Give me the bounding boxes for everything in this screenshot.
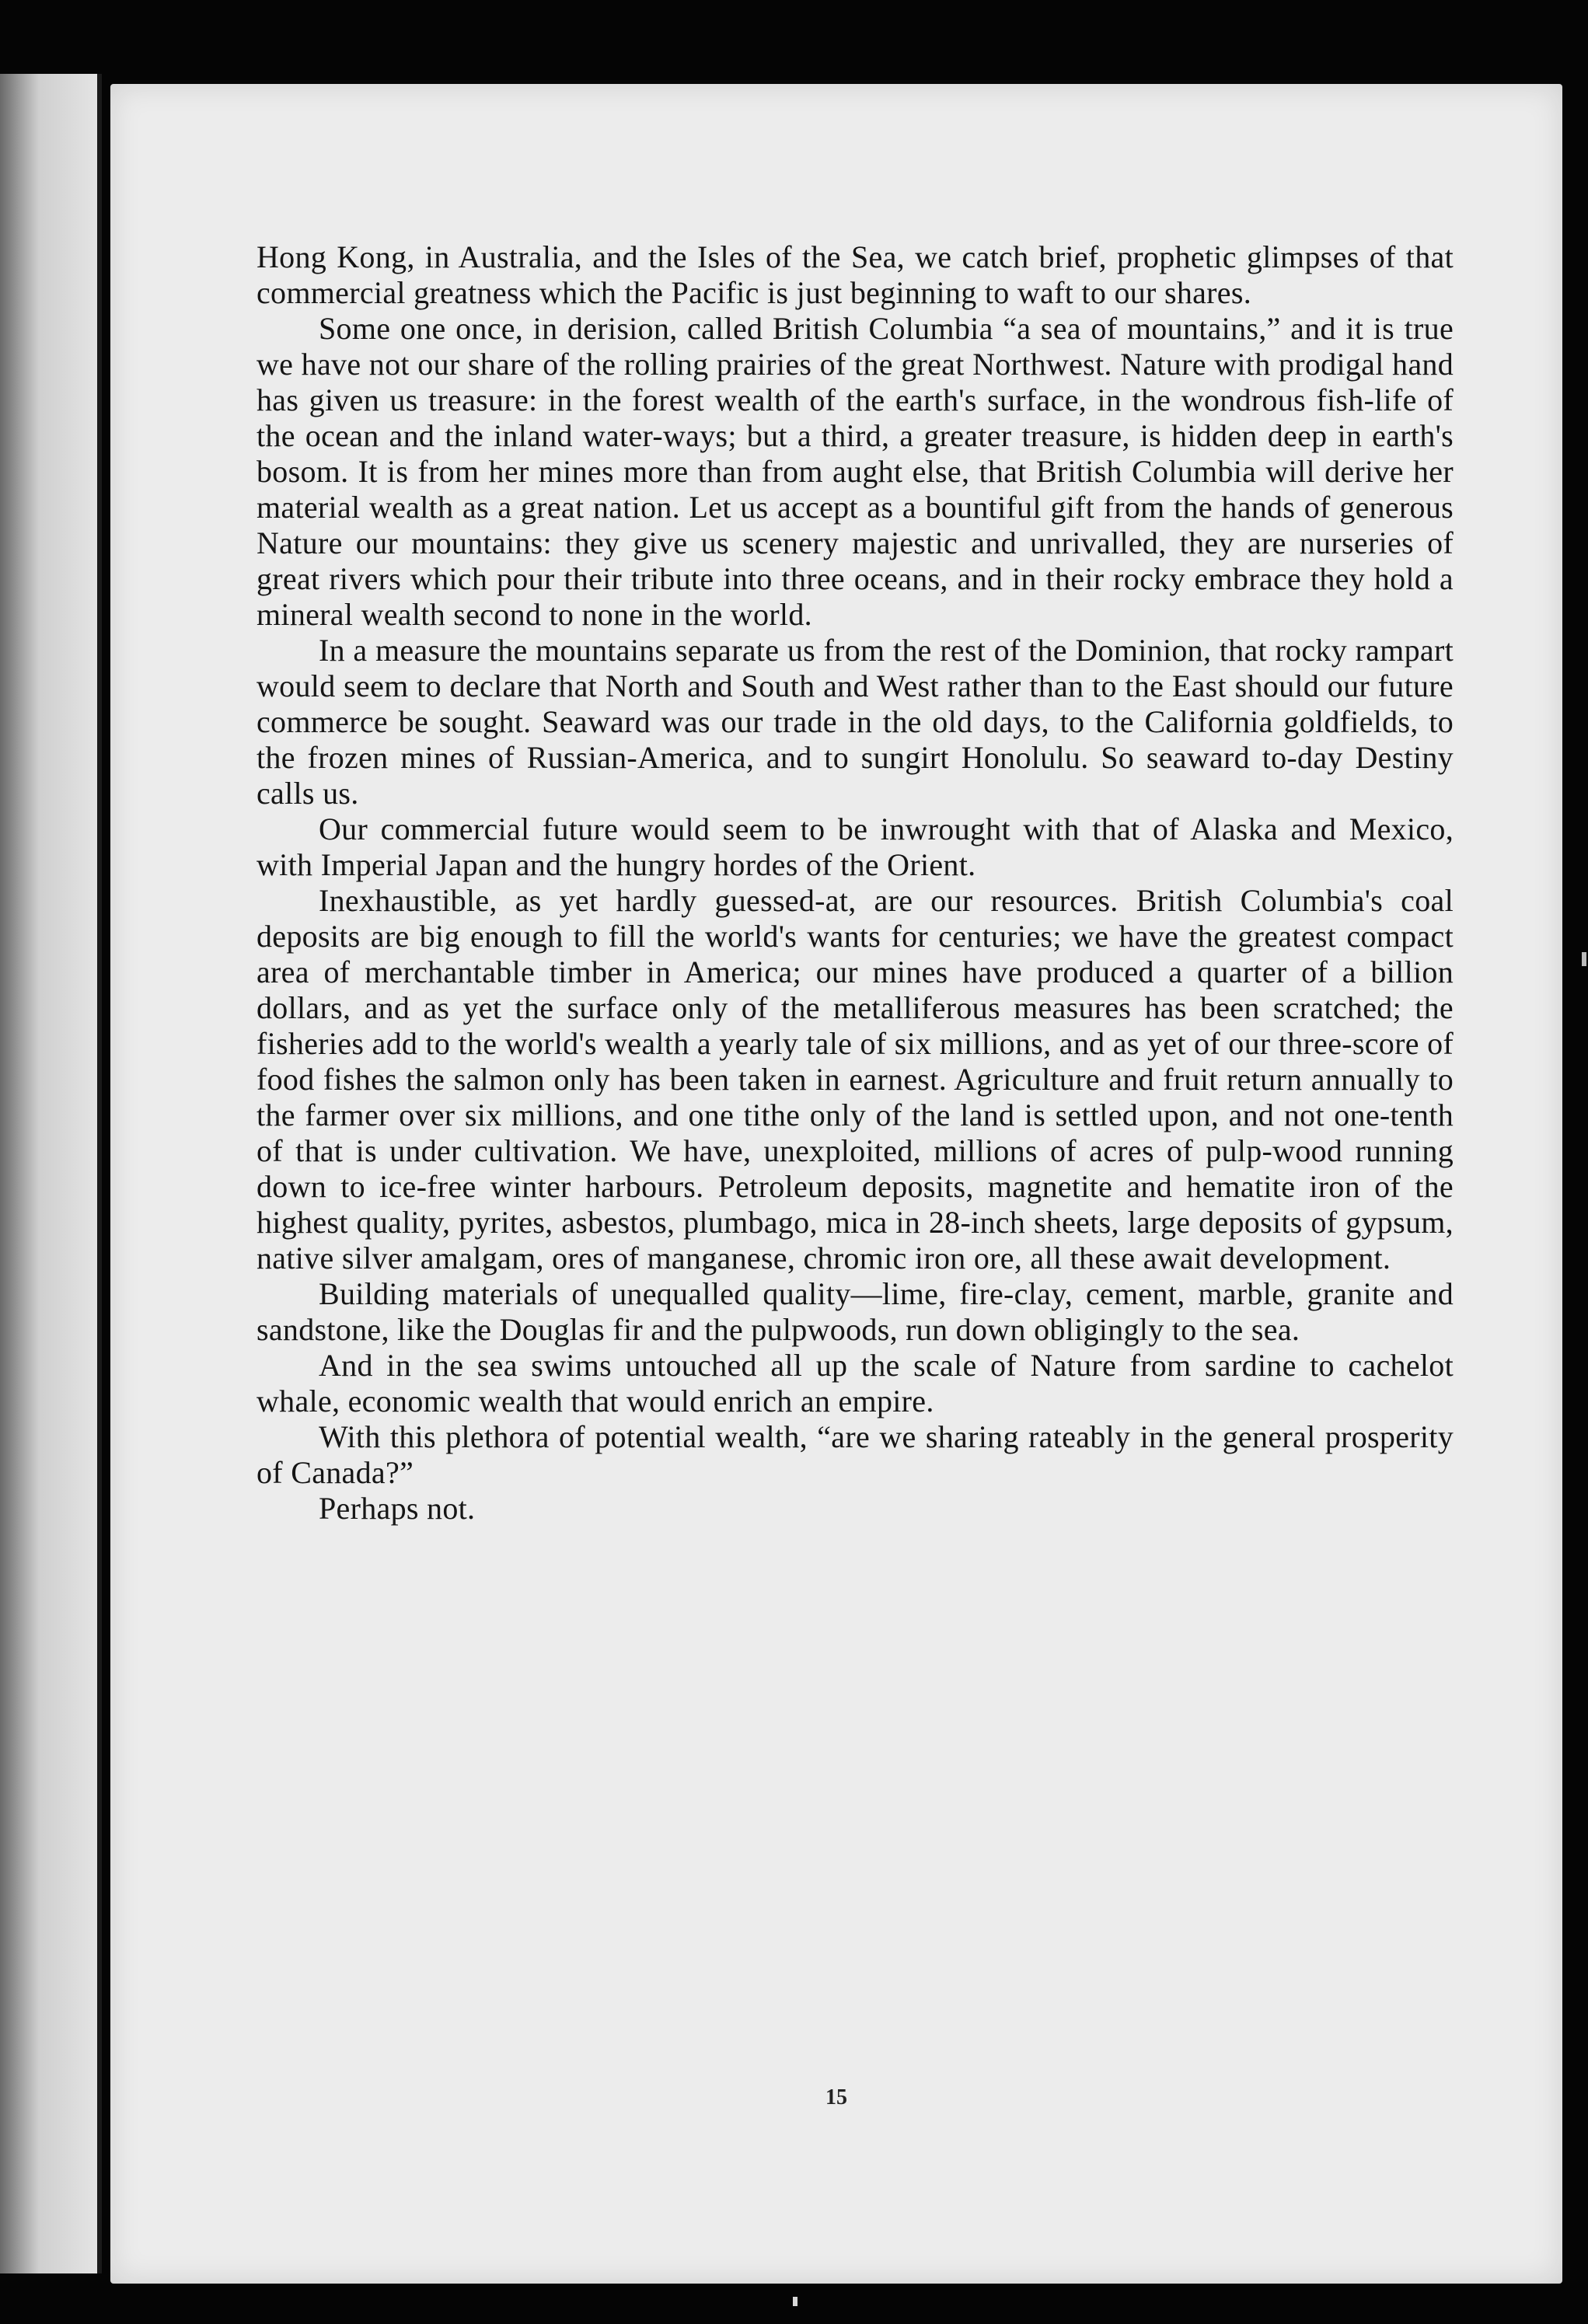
paragraph-3: In a measure the mountains separate us from the rest of the Dominion, that rocky rampart would seem to declare that North and South and West rather than to the East should our future commerce be sought. Seaward was our trade in the old days, to the California goldfields, to the frozen mines of Russian-America, and to sungirt Honolulu. So seaward to-day Destiny calls us. [257,633,1454,811]
paragraph-8: With this plethora of potential wealth, “are we sharing rateably in the general prosperity of Canada?” [257,1419,1454,1490]
scan-artifact-mark [793,2297,797,2306]
paragraph-1: Hong Kong, in Australia, and the Isles of the Sea, we catch brief, prophetic glimpses of that commercial greatness which the Pacific is just beginning to waft to our shares. [257,239,1454,310]
paragraph-2: Some one once, in derision, called British Columbia “a sea of mountains,” and it is true we have not our share of the rolling prairies of the great Northwest. Nature with prodigal hand has given us treasure: in the forest wealth of the earth's surface, in the wondrous fish-life of the ocean and the inland water-ways; but a third, a greater treasure, is hidden deep in earth's bosom. It is from her mines more than from aught else, that British Columbia will derive her material wealth as a great nation. Let us accept as a bountiful gift from the hands of generous Nature our mountains: they give us scenery majestic and unrivalled, they are nurseries of great rivers which pour their tribute into three oceans, and in their rocky embrace they hold a mineral wealth second to none in the world. [257,311,1454,632]
paragraph-4: Our commercial future would seem to be inwrought with that of Alaska and Mexico, with Imperial Japan and the hungry hordes of the Orient. [257,811,1454,882]
paragraph-9: Perhaps not. [319,1491,476,1526]
facing-page-edge [0,74,102,2273]
page-number: 15 [825,2085,847,2109]
body-text [257,239,1454,1527]
paragraph-7: And in the sea swims untouched all up the scale of Nature from sardine to cachelot whale, economic wealth that would enrich an empire. [257,1348,1454,1418]
paragraph-5: Inexhaustible, as yet hardly guessed-at, are our resources. British Columbia's coal deposits are big enough to fill the world's wants for centuries; we have the greatest compact area of merchantable timber in America; our mines have produced a quarter of a billion dollars, and as yet the surface only of the metalliferous measures has been scratched; the fisheries add to the world's wealth a yearly tale of six millions, and as yet of our three-score of food fishes the salmon only has been taken in earnest. Agriculture and fruit return annually to the farmer over six millions, and one tithe only of the land is settled upon, and not one-tenth of that is under cultivation. We have, unexploited, millions of acres of pulp-wood running down to ice-free winter harbours. Petroleum deposits, magnetite and hematite iron of the highest quality, pyrites, asbestos, plumbago, mica in 28-inch sheets, large deposits of gypsum, native silver amalgam, ores of manganese, chromic iron ore, all these await development. [257,883,1454,1275]
book-page [110,84,1562,2284]
paragraph-6: Building materials of unequalled quality—lime, fire-clay, cement, marble, granite and sandstone, like the Douglas fir and the pulpwoods, run down obligingly to the sea. [257,1276,1454,1347]
scan-artifact-mark [1582,952,1586,966]
